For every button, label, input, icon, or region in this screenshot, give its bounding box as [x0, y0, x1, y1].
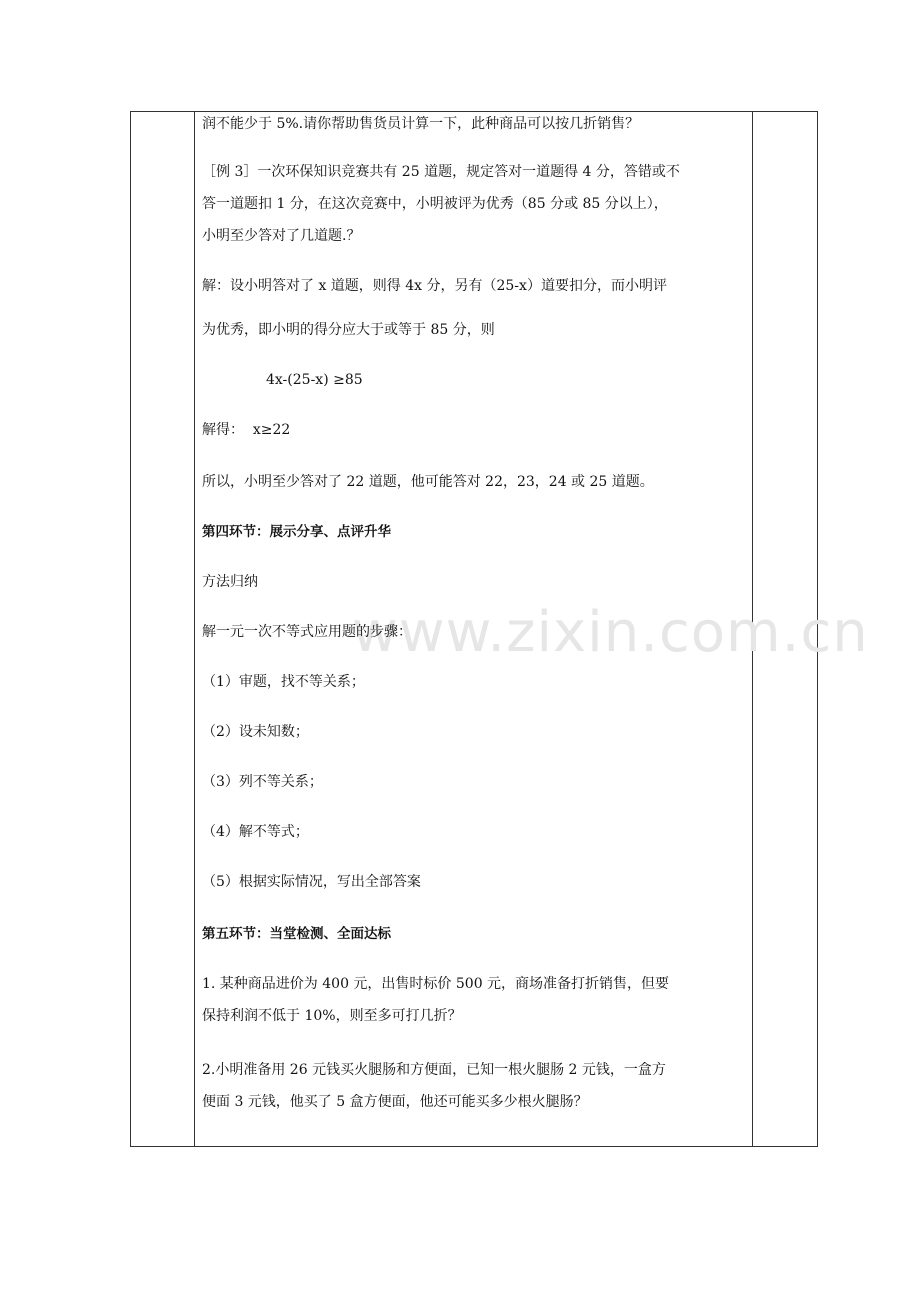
- step-item: （1）审题，找不等关系；: [202, 674, 365, 690]
- step-item: （2）设未知数；: [202, 724, 309, 740]
- exercise-1-cont: 保持利润不低于 10%，则至多可打几折？: [202, 1008, 462, 1024]
- exercise-2-cont: 便面 3 元钱，他买了 5 盒方便面，他还可能买多少根火腿肠？: [202, 1094, 588, 1110]
- text-line: 小明至少答对了几道题.？: [202, 228, 361, 244]
- text-line: 为优秀，即小明的得分应大于或等于 85 分，则: [202, 322, 495, 338]
- exercise-2: 2.小明准备用 26 元钱买火腿肠和方便面，已知一根火腿肠 2 元钱，一盒方: [202, 1062, 666, 1078]
- text-line: 答一道题扣 1 分，在这次竞赛中，小明被评为优秀（85 分或 85 分以上），: [202, 196, 668, 212]
- solution-line: 解：设小明答对了 x 道题，则得 4x 分，另有（25-x）道要扣分，而小明评: [202, 278, 667, 294]
- step-item: （4）解不等式；: [202, 824, 309, 840]
- step-item: （3）列不等关系；: [202, 774, 323, 790]
- subheading: 方法归纳: [202, 574, 258, 590]
- result-line: 解得： x≥22: [202, 422, 291, 438]
- example-3-line: ［例 3］一次环保知识竞赛共有 25 道题，规定答对一道题得 4 分，答错或不: [202, 164, 680, 180]
- steps-intro: 解一元一次不等式应用题的步骤：: [202, 624, 412, 640]
- text-line: 润不能少于 5%.请你帮助售货员计算一下，此种商品可以按几折销售？: [202, 116, 640, 132]
- section-heading: 第五环节：当堂检测、全面达标: [202, 926, 391, 942]
- step-item: （5）根据实际情况，写出全部答案: [202, 874, 421, 890]
- exercise-1: 1. 某种商品进价为 400 元，出售时标价 500 元，商场准备打折销售，但要: [202, 976, 670, 992]
- conclusion-line: 所以，小明至少答对了 22 道题，他可能答对 22，23，24 或 25 道题。: [202, 474, 654, 490]
- column-divider: [194, 112, 195, 1146]
- inequality: 4x-(25-x) ≥85: [266, 372, 363, 388]
- watermark: www.zixin.com.cn: [352, 600, 869, 665]
- section-heading: 第四环节：展示分享、点评升华: [202, 524, 391, 540]
